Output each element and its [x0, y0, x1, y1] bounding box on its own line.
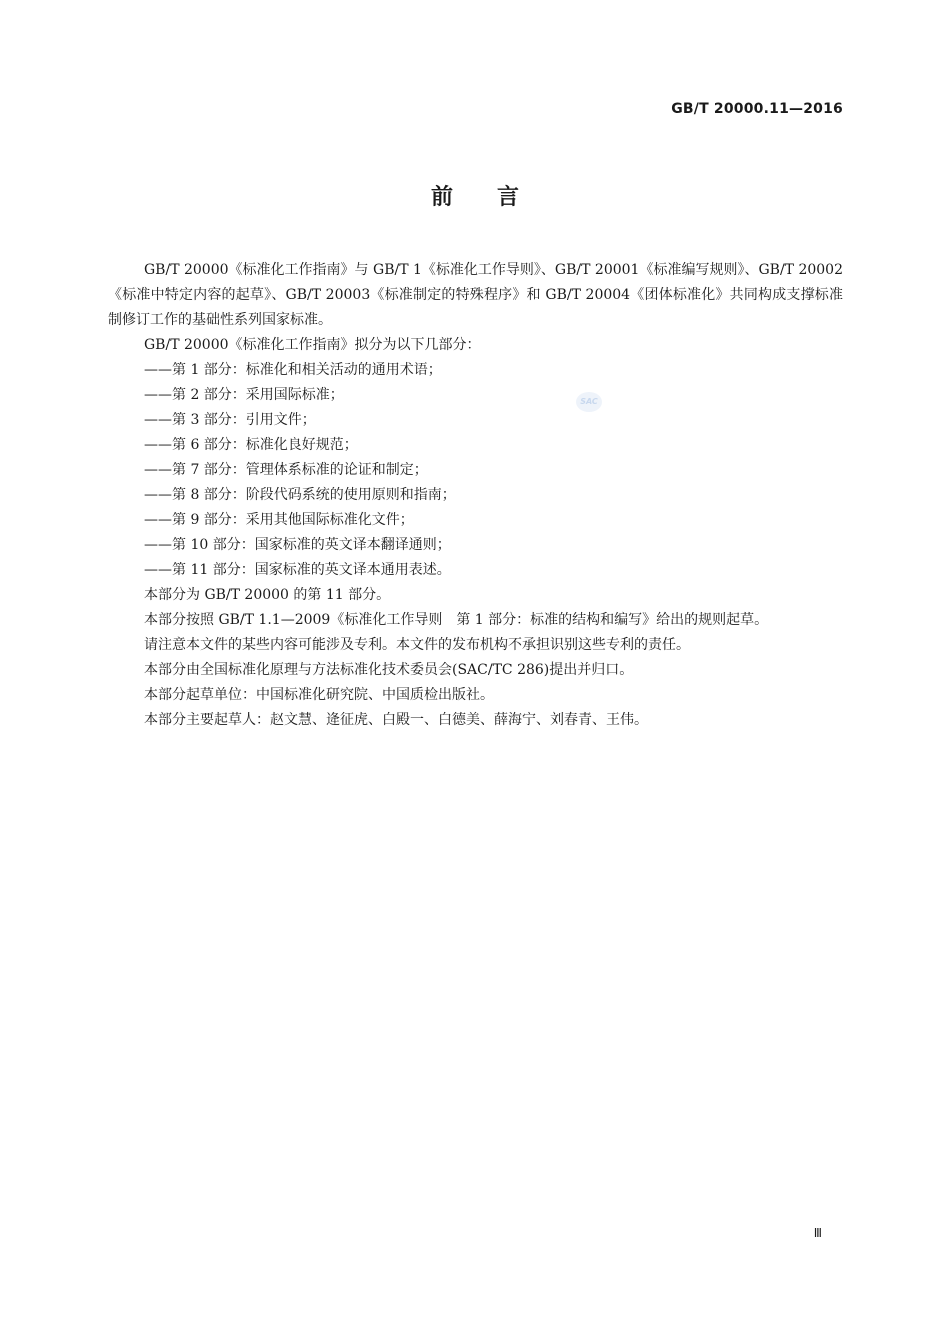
- list-item-part-7: ——第 7 部分：管理体系标准的论证和制定；: [144, 462, 428, 478]
- paragraph-intro: GB/T 20000《标准化工作指南》与 GB/T 1《标准化工作导则》、GB/T 20001《标准编写规则》、GB/T 20002《标准中特定内容的起草》、GB/T 20003《标准制定的特殊程序》和 GB/T 20004《团体标准化》共同构成支撑标准制修订工作的基础性系列国家标准。: [108, 262, 843, 328]
- paragraph-patent-notice: 请注意本文件的某些内容可能涉及专利。本文件的发布机构不承担识别这些专利的责任。: [144, 637, 690, 653]
- list-item-part-6: ——第 6 部分：标准化良好规范；: [144, 437, 358, 453]
- paragraph-drafting-rules: 本部分按照 GB/T 1.1—2009《标准化工作导则 第 1 部分：标准的结构和编写》给出的规则起草。: [144, 612, 769, 628]
- standard-code: GB/T 20000.11—2016: [671, 101, 843, 117]
- list-item-part-2: ——第 2 部分：采用国际标准；: [144, 387, 344, 403]
- sac-watermark-logo: SAC: [576, 392, 602, 412]
- list-item-part-10: ——第 10 部分：国家标准的英文译本翻译通则；: [144, 537, 451, 553]
- paragraph-drafting-units: 本部分起草单位：中国标准化研究院、中国质检出版社。: [144, 687, 494, 703]
- paragraph-proposer: 本部分由全国标准化原理与方法标准化技术委员会(SAC/TC 286)提出并归口。: [144, 662, 634, 678]
- paragraph-this-part: 本部分为 GB/T 20000 的第 11 部分。: [144, 587, 391, 603]
- paragraph-drafters: 本部分主要起草人：赵文慧、逄征虎、白殿一、白德美、薛海宁、刘春青、王伟。: [144, 712, 648, 728]
- page-number: Ⅲ: [813, 1226, 822, 1240]
- list-item-part-9: ——第 9 部分：采用其他国际标准化文件；: [144, 512, 414, 528]
- list-item-part-3: ——第 3 部分：引用文件；: [144, 412, 316, 428]
- document-body: [108, 258, 843, 733]
- list-item-part-1: ——第 1 部分：标准化和相关活动的通用术语；: [144, 362, 442, 378]
- list-item-part-11: ——第 11 部分：国家标准的英文译本通用表述。: [144, 562, 451, 578]
- page-title: 前言: [430, 185, 563, 210]
- list-item-part-8: ——第 8 部分：阶段代码系统的使用原则和指南；: [144, 487, 456, 503]
- paragraph-parts-lead: GB/T 20000《标准化工作指南》拟分为以下几部分：: [144, 337, 481, 353]
